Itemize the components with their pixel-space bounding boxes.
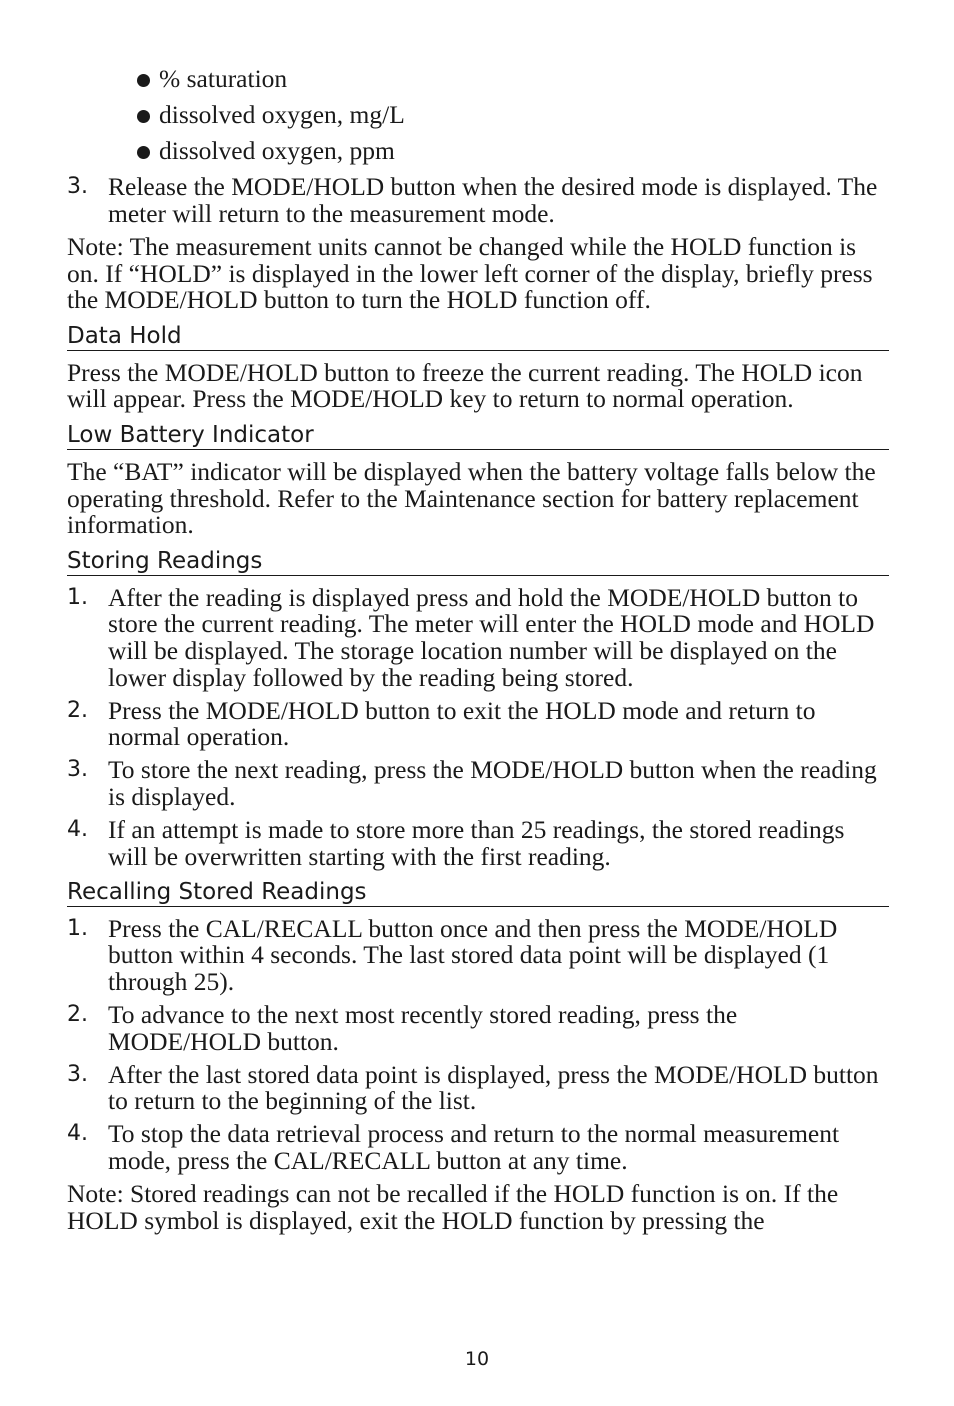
step-number: 2. — [67, 1001, 88, 1027]
storing-step — [67, 582, 889, 692]
step-text: After the last stored data point is displayed, press the MODE/HOLD button to return to the beginning of the list. — [108, 1059, 879, 1116]
storing-step — [67, 814, 889, 871]
step-number: 2. — [67, 697, 88, 723]
step-text: After the reading is displayed press and hold the MODE/HOLD button to store the current reading. The meter will enter the HOLD mode and HOLD will be displayed. The storage location number will be displayed on the lower display followed by the reading being stored. — [108, 582, 875, 692]
bullet-icon — [137, 110, 150, 123]
recalling-step — [67, 1121, 889, 1174]
step-text: Press the MODE/HOLD button to exit the HOLD mode and return to normal operation. — [108, 695, 816, 752]
list-item — [137, 138, 889, 165]
bullet-icon — [137, 74, 150, 87]
recalling-step — [67, 1059, 889, 1116]
note-units: Note: The measurement units cannot be changed while the HOLD function is on. If “HOLD” is displayed in the lower left corner of the display, briefly press the MODE/HOLD button to turn the HOLD function off. — [67, 231, 873, 315]
step-text: Press the CAL/RECALL button once and then press the MODE/HOLD button within 4 seconds. The last stored data point will be displayed (1 through 25). — [108, 913, 838, 996]
data-hold-text: Press the MODE/HOLD button to freeze the current reading. The HOLD icon will appear. Press the MODE/HOLD key to return to normal operation. — [67, 357, 863, 414]
step-text: Release the MODE/HOLD button when the desired mode is displayed. The meter will return to the measurement mode. — [108, 172, 878, 228]
manual-page — [67, 66, 889, 1241]
mode-step — [67, 174, 889, 227]
step-number: 3. — [67, 1061, 88, 1087]
list-item-text: dissolved oxygen, ppm — [159, 136, 395, 166]
note-recall: Note: Stored readings can not be recalled if the HOLD function is on. If the HOLD symbol is displayed, exit the HOLD function by pressing the — [67, 1179, 839, 1235]
low-battery-text: The “BAT” indicator will be displayed when the battery voltage falls below the operating threshold. Refer to the Maintenance section for battery replacement information. — [67, 456, 876, 540]
section-heading-recalling-readings: Recalling Stored Readings — [67, 877, 889, 907]
step-number: 1. — [67, 915, 88, 941]
measurement-mode-list — [137, 66, 889, 165]
step-text: To stop the data retrieval process and return to the normal measurement mode, press the CAL/RECALL button at any time. — [108, 1119, 840, 1175]
recalling-step — [67, 999, 889, 1056]
step-number: 3. — [67, 757, 88, 783]
section-heading-data-hold: Data Hold — [67, 321, 889, 351]
bullet-icon — [137, 146, 150, 159]
list-item — [137, 102, 889, 129]
step-number: 4. — [67, 1121, 88, 1147]
step-number: 1. — [67, 584, 88, 610]
storing-step — [67, 695, 889, 752]
list-item-text: % saturation — [159, 64, 288, 93]
list-item-text: dissolved oxygen, mg/L — [159, 100, 405, 130]
storing-step — [67, 757, 889, 810]
step-number: 4. — [67, 816, 88, 842]
step-text: If an attempt is made to store more than 25 readings, the stored readings will be overwritten starting with the first reading. — [108, 814, 845, 871]
recalling-step — [67, 913, 889, 996]
step-text: To advance to the next most recently stored reading, press the MODE/HOLD button. — [108, 999, 738, 1056]
section-heading-storing-readings: Storing Readings — [67, 546, 889, 576]
page-number: 10 — [464, 1348, 490, 1370]
list-item — [137, 66, 889, 93]
section-heading-low-battery: Low Battery Indicator — [67, 420, 889, 450]
step-text: To store the next reading, press the MODE/HOLD button when the reading is displayed. — [108, 755, 877, 811]
step-number: 3. — [67, 174, 88, 200]
